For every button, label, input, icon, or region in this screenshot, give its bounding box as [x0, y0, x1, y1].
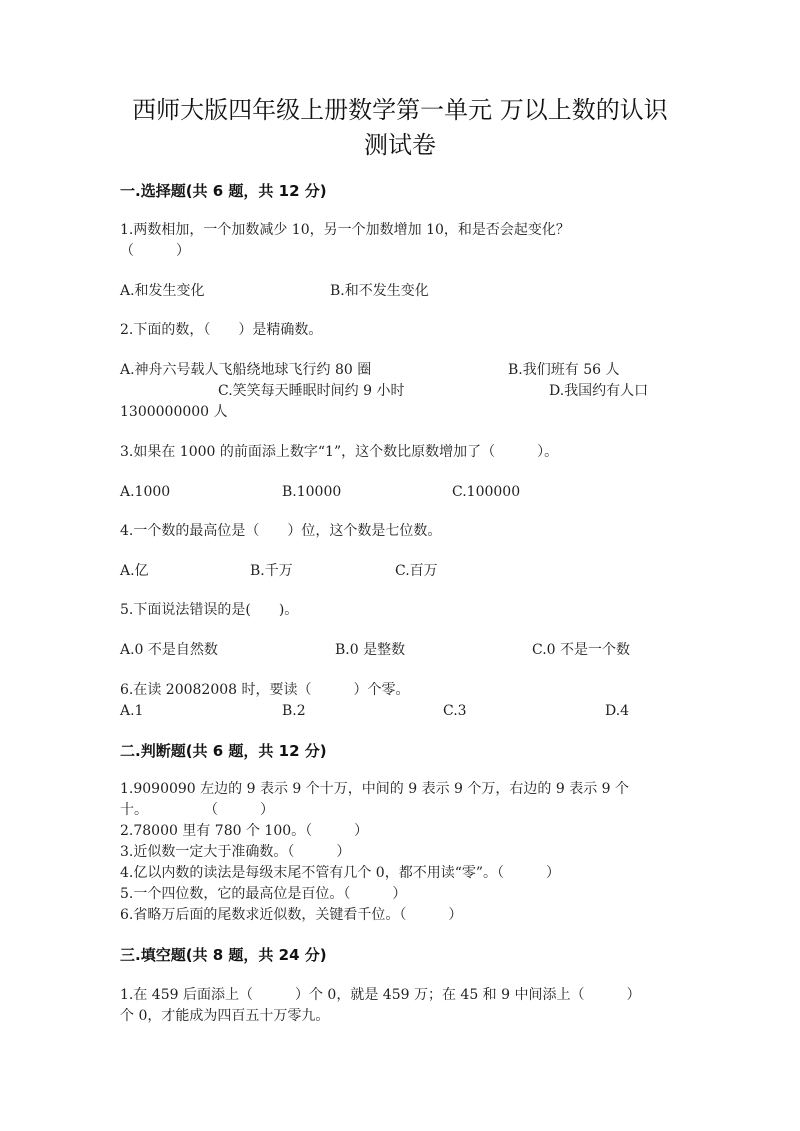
- question-1-stem: 1.两数相加，一个加数减少 10，另一个加数增加 10，和是否会起变化？: [120, 222, 570, 238]
- question-2-option-a[interactable]: A.神舟六号载人飞船绕地球飞行约 80 圈: [120, 362, 372, 378]
- fill-line-2: 个 0，才能成为四百五十万零九。: [120, 1008, 330, 1024]
- question-4-option-b[interactable]: B.千万: [250, 563, 293, 579]
- title-line-1: 西师大版四年级上册数学第一单元 万以上数的认识: [132, 96, 668, 124]
- question-6-option-c[interactable]: C.3: [443, 703, 467, 719]
- question-4-option-a[interactable]: A.亿: [120, 563, 149, 579]
- question-4-stem: 4.一个数的最高位是（ ）位，这个数是七位数。: [120, 523, 442, 539]
- judgement-line-2: 十。 （ ）: [120, 802, 274, 818]
- question-3-option-a[interactable]: A.1000: [120, 484, 171, 500]
- question-2-option-b[interactable]: B.我们班有 56 人: [508, 362, 620, 378]
- judgement-line-5: 4.亿以内数的读法是每级末尾不管有几个 0，都不用读“零”。（ ）: [120, 865, 561, 881]
- fill-line-1: 1.在 459 后面添上（ ）个 0，就是 459 万；在 45 和 9 中间添上（ ）: [120, 987, 641, 1003]
- question-3-option-b[interactable]: B.10000: [282, 484, 342, 500]
- question-5-option-a[interactable]: A.0 不是自然数: [120, 642, 218, 658]
- question-6-option-d[interactable]: D.4: [605, 703, 630, 719]
- question-3-option-c[interactable]: C.100000: [452, 484, 521, 500]
- question-2-option-d-cont: 1300000000 人: [120, 404, 228, 420]
- section-heading-choice: 一.选择题(共 6 题，共 12 分): [120, 182, 327, 200]
- question-2-option-c[interactable]: C.笑笑每天睡眠时间约 9 小时: [218, 383, 405, 399]
- section-heading-judgement: 二.判断题(共 6 题，共 12 分): [120, 742, 327, 760]
- question-6-option-b[interactable]: B.2: [282, 703, 306, 719]
- judgement-line-1: 1.9090090 左边的 9 表示 9 个十万，中间的 9 表示 9 个万，右边的 9 表示 9 个: [120, 781, 630, 797]
- judgement-line-3: 2.78000 里有 780 个 100。（ ）: [120, 823, 369, 839]
- question-3-stem: 3.如果在 1000 的前面添上数字“1”，这个数比原数增加了（ ）。: [120, 444, 559, 460]
- question-4-option-c[interactable]: C.百万: [395, 563, 438, 579]
- judgement-line-7: 6.省略万后面的尾数求近似数，关键看千位。（ ）: [120, 907, 463, 923]
- question-1-option-b[interactable]: B.和不发生变化: [330, 283, 429, 299]
- question-5-option-c[interactable]: C.0 不是一个数: [532, 642, 631, 658]
- judgement-line-6: 5.一个四位数，它的最高位是百位。（ ）: [120, 886, 407, 902]
- question-2-option-d[interactable]: D.我国约有人口: [549, 383, 649, 399]
- judgement-line-4: 3.近似数一定大于准确数。（ ）: [120, 844, 351, 860]
- question-6-stem: 6.在读 20082008 时，要读（ ）个零。: [120, 682, 410, 698]
- question-6-option-a[interactable]: A.1: [120, 703, 144, 719]
- title-line-2: 测试卷: [364, 131, 436, 159]
- question-1-blank: （ ）: [120, 243, 190, 259]
- section-heading-fill: 三.填空题(共 8 题，共 24 分): [120, 946, 327, 964]
- question-1-option-a[interactable]: A.和发生变化: [120, 283, 205, 299]
- question-5-stem: 5.下面说法错误的是( )。: [120, 602, 299, 618]
- question-2-stem: 2.下面的数，（ ）是精确数。: [120, 322, 323, 338]
- question-5-option-b[interactable]: B.0 是整数: [335, 642, 406, 658]
